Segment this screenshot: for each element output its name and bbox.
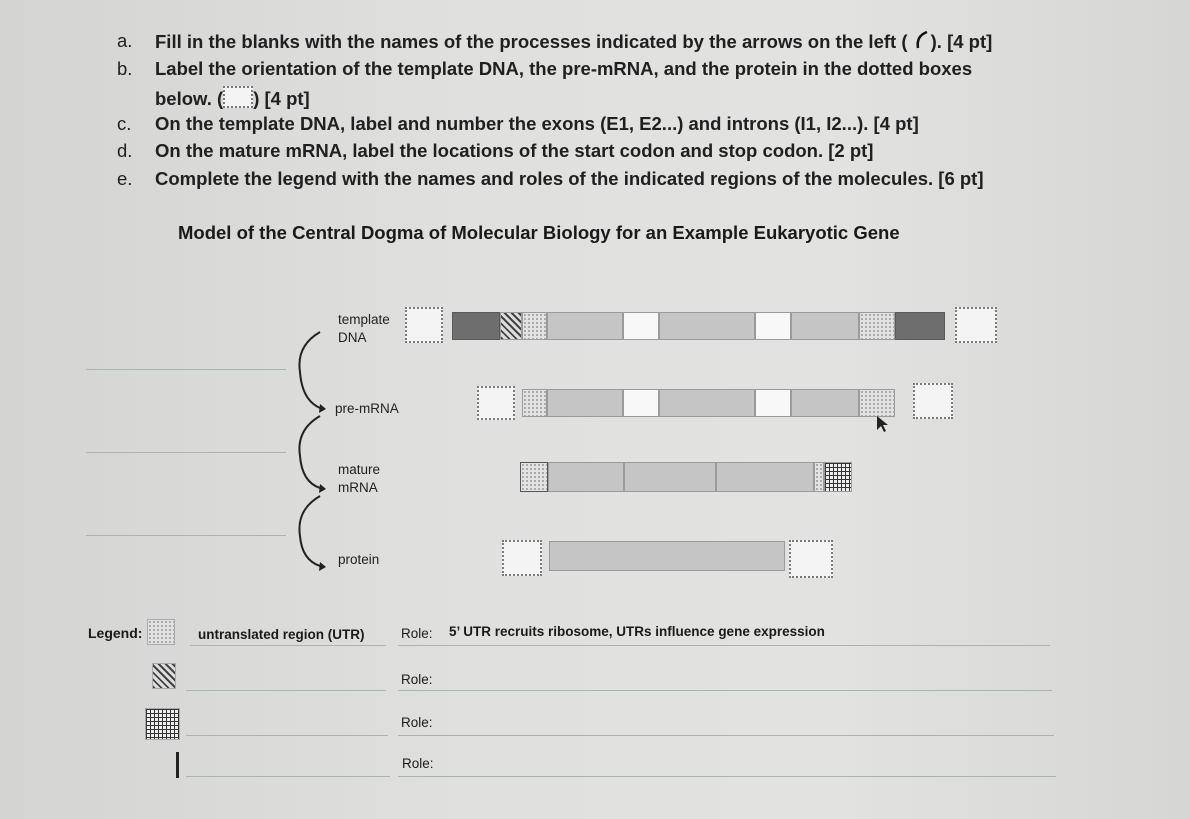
legend-name-line — [190, 645, 386, 646]
legend-role-utr: 5’ UTR recruits ribosome, UTRs influence gene expression — [449, 624, 825, 639]
question-letter: d. — [117, 140, 133, 161]
dna-segment — [791, 312, 859, 340]
premrna-segment — [859, 389, 895, 417]
dna-segment — [623, 312, 659, 340]
orientation-box-protein-right[interactable] — [789, 540, 833, 578]
question-letter: b. — [117, 58, 133, 79]
protein-label: protein — [338, 552, 380, 567]
question-letter: a. — [117, 30, 133, 51]
premrna-segment — [659, 389, 755, 417]
dna-segment — [659, 312, 755, 340]
dna-segment — [859, 312, 895, 340]
mature-mrna-label: mature mRNA — [338, 462, 381, 495]
process-arrows — [290, 320, 340, 580]
question-b-cont — [155, 86, 310, 110]
premrna-segment — [522, 389, 547, 417]
legend-swatch-bar — [176, 752, 179, 778]
premrna-segment — [755, 389, 791, 417]
question-text: below. ( — [155, 88, 224, 109]
pre-mrna-label: pre-mRNA — [335, 401, 399, 416]
legend-role-line[interactable] — [398, 735, 1054, 736]
legend-role-line[interactable] — [398, 776, 1056, 777]
template-dna-label: template DNA — [338, 312, 390, 345]
premrna-segment — [623, 389, 659, 417]
process-blank-1[interactable] — [86, 369, 286, 370]
mrna-segment — [520, 462, 548, 492]
process-blank-2[interactable] — [86, 452, 286, 453]
legend-role-label: Role: — [401, 672, 433, 687]
question-points: ). [4 pt] — [930, 31, 993, 52]
dna-segment — [895, 312, 945, 340]
dna-segment — [500, 312, 522, 340]
orientation-box-protein-left[interactable] — [502, 540, 542, 576]
mrna-segment — [624, 462, 716, 492]
legend-name-line[interactable] — [186, 690, 386, 691]
mrna-segment — [814, 462, 824, 492]
legend-swatch-grid — [145, 708, 180, 740]
question-text: On the mature mRNA, label the locations of the start codon and stop codon. [2 pt] — [155, 140, 874, 161]
legend-name-line[interactable] — [186, 776, 390, 777]
orientation-box-premrna-left[interactable] — [477, 386, 515, 420]
orientation-box-dna-right[interactable] — [955, 307, 997, 343]
question-letter: e. — [117, 168, 133, 189]
translation-arrow-icon — [299, 496, 320, 566]
premrna-segment — [547, 389, 623, 417]
dna-segment — [522, 312, 547, 340]
legend-name-utr: untranslated region (UTR) — [198, 627, 365, 642]
question-d — [117, 140, 874, 162]
question-points: ) [4 pt] — [253, 88, 310, 109]
transcription-arrow-icon — [299, 332, 320, 408]
process-blank-3[interactable] — [86, 535, 286, 536]
legend-swatch-utr — [147, 619, 175, 645]
question-text: Label the orientation of the template DNA, the pre-mRNA, and the protein in the dotted boxes — [155, 58, 973, 79]
protein-strand — [549, 541, 785, 571]
legend-role-label: Role: — [402, 756, 434, 771]
question-text: Fill in the blanks with the names of the processes indicated by the arrows on the left ( — [155, 31, 908, 52]
question-e — [117, 168, 984, 190]
question-c — [117, 113, 919, 135]
question-a — [117, 30, 993, 53]
legend-label: Legend: — [88, 625, 143, 641]
mrna-segment — [548, 462, 624, 492]
mrna-segment — [824, 462, 852, 492]
mrna-segment — [716, 462, 814, 492]
legend-role-line — [398, 645, 1050, 646]
legend-swatch-hatch — [152, 663, 176, 689]
premrna-segment — [791, 389, 859, 417]
cursor-arrow-icon — [876, 415, 890, 433]
splicing-arrow-icon — [299, 416, 320, 488]
dna-segment — [452, 312, 500, 340]
question-text: On the template DNA, label and number the exons (E1, E2...) and introns (I1, I2...). [4 pt] — [155, 113, 919, 134]
question-letter: c. — [117, 113, 132, 134]
dna-segment — [755, 312, 791, 340]
orientation-box-dna-left[interactable] — [405, 307, 443, 343]
dotted-box-icon — [223, 86, 253, 108]
orientation-box-premrna-right[interactable] — [913, 383, 953, 419]
diagram-title: Model of the Central Dogma of Molecular Biology for an Example Eukaryotic Gene — [178, 222, 900, 243]
legend-role-line[interactable] — [398, 690, 1052, 691]
legend-role-label: Role: — [401, 626, 433, 641]
legend-name-line[interactable] — [186, 735, 388, 736]
question-text: Complete the legend with the names and roles of the indicated regions of the molecules. [6 pt] — [155, 168, 984, 189]
curved-arrow-icon — [913, 30, 931, 52]
question-b — [117, 58, 973, 80]
dna-segment — [547, 312, 623, 340]
legend-role-label: Role: — [401, 715, 433, 730]
